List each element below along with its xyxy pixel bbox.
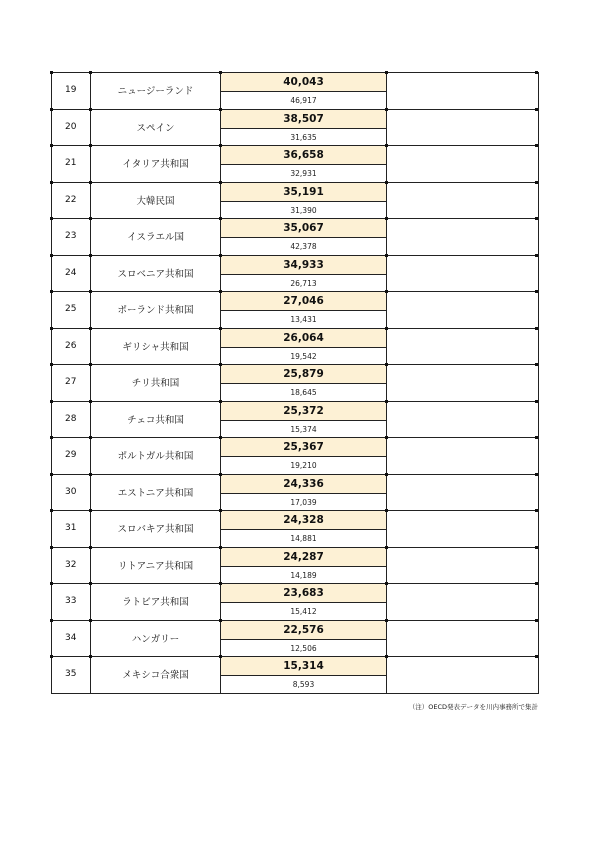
- rank-number: 24: [65, 267, 77, 278]
- grid-dot: [50, 71, 53, 74]
- country-cell: [91, 548, 221, 584]
- rank-number: 21: [65, 158, 77, 168]
- table-row: [52, 510, 538, 547]
- grid-dot: [385, 400, 388, 403]
- value-cell: [221, 329, 387, 365]
- rank-number: 28: [65, 413, 77, 424]
- grid-dot: [219, 181, 222, 184]
- grid-dot: [535, 582, 538, 585]
- grid-dot: [385, 108, 388, 111]
- value-sub-cell: [221, 384, 386, 401]
- rank-cell: [52, 292, 91, 328]
- table-row: [52, 364, 538, 401]
- value-sub-cell: [221, 129, 386, 146]
- rank-number: 29: [65, 450, 77, 460]
- country-name: スロベニア共和国: [117, 268, 194, 280]
- rank-cell: [52, 475, 91, 511]
- empty-cell: [387, 657, 538, 693]
- grid-dot: [219, 400, 222, 403]
- value-sub-cell: [221, 640, 386, 657]
- country-cell: [91, 73, 221, 109]
- grid-dot: [89, 363, 92, 366]
- value-cell: [221, 438, 387, 474]
- value-main-cell: [221, 183, 386, 202]
- ranking-table: [51, 72, 539, 694]
- country-cell: [91, 146, 221, 182]
- grid-dot: [385, 436, 388, 439]
- value-main-cell: [221, 511, 386, 530]
- value-sub: 12,506: [290, 643, 317, 653]
- value-sub-cell: [221, 311, 386, 328]
- country-name: ラトビア共和国: [122, 597, 189, 608]
- value-sub: 15,412: [290, 607, 317, 616]
- grid-dot: [50, 655, 53, 658]
- value-sub-cell: [221, 165, 386, 182]
- grid-dot: [385, 327, 388, 330]
- grid-dot: [385, 363, 388, 366]
- grid-dot: [535, 217, 538, 220]
- rank-number: 19: [65, 85, 77, 95]
- value-cell: [221, 292, 387, 328]
- grid-dot: [89, 71, 92, 74]
- value-sub: 8,593: [292, 680, 315, 689]
- table-row: [52, 401, 538, 438]
- empty-cell: [387, 438, 538, 474]
- grid-dot: [219, 108, 222, 111]
- value-cell: [221, 110, 387, 146]
- value-sub-cell: [221, 457, 386, 474]
- value-main-cell: [221, 329, 386, 348]
- value-main: 24,328: [283, 514, 324, 526]
- grid-dot: [50, 400, 53, 403]
- country-name: エストニア共和国: [117, 487, 194, 499]
- rank-cell: [52, 256, 91, 292]
- value-main-cell: [221, 657, 386, 676]
- rank-number: 26: [65, 340, 77, 351]
- empty-cell: [387, 365, 538, 401]
- value-cell: [221, 365, 387, 401]
- value-main-cell: [221, 73, 386, 92]
- rank-number: 23: [65, 231, 77, 241]
- value-sub-cell: [221, 92, 386, 109]
- country-name: チリ共和国: [131, 378, 180, 389]
- grid-dot: [219, 254, 222, 257]
- grid-dot: [219, 217, 222, 220]
- country-cell: [91, 365, 221, 401]
- value-main-cell: [221, 365, 386, 384]
- value-main: 25,372: [283, 404, 324, 417]
- value-sub: 42,378: [290, 242, 317, 251]
- value-main-cell: [221, 621, 386, 640]
- value-cell: [221, 73, 387, 109]
- value-sub-cell: [221, 603, 386, 620]
- table-row: [52, 328, 538, 365]
- country-name: メキシコ合衆国: [122, 670, 189, 681]
- grid-dot: [50, 144, 53, 147]
- grid-dot: [50, 181, 53, 184]
- value-cell: [221, 548, 387, 584]
- grid-dot: [50, 108, 53, 111]
- value-main: 40,043: [283, 76, 324, 88]
- grid-dot: [89, 290, 92, 293]
- grid-dot: [535, 290, 538, 293]
- empty-cell: [387, 110, 538, 146]
- grid-dot: [89, 144, 92, 147]
- value-sub: 31,390: [290, 205, 317, 215]
- country-name: リトアニア共和国: [117, 560, 194, 572]
- rank-number: 35: [65, 669, 77, 679]
- value-sub: 32,931: [290, 169, 317, 178]
- rank-number: 34: [65, 632, 77, 643]
- value-cell: [221, 511, 387, 547]
- grid-dot: [535, 473, 538, 476]
- value-cell: [221, 256, 387, 292]
- value-sub: 46,917: [290, 96, 317, 105]
- rank-number: 31: [65, 523, 77, 533]
- rank-cell: [52, 329, 91, 365]
- rank-cell: [52, 584, 91, 620]
- grid-dot: [50, 582, 53, 585]
- rank-cell: [52, 146, 91, 182]
- country-name: チェコ共和国: [127, 414, 184, 426]
- country-cell: [91, 438, 221, 474]
- table-row: [52, 218, 538, 255]
- value-sub-cell: [221, 567, 386, 584]
- value-cell: [221, 146, 387, 182]
- rank-number: 27: [65, 377, 77, 387]
- grid-dot: [219, 436, 222, 439]
- grid-dot: [89, 436, 92, 439]
- grid-dot: [219, 582, 222, 585]
- grid-dot: [535, 509, 538, 512]
- table-row: [52, 109, 538, 146]
- value-main: 25,367: [283, 441, 324, 453]
- table-row: [52, 145, 538, 182]
- grid-dot: [535, 363, 538, 366]
- country-cell: [91, 292, 221, 328]
- rank-cell: [52, 657, 91, 693]
- grid-dot: [535, 400, 538, 403]
- value-main-cell: [221, 146, 386, 165]
- value-main: 24,287: [283, 550, 324, 563]
- grid-dot: [89, 546, 92, 549]
- grid-dot: [89, 327, 92, 330]
- country-name: スペイン: [136, 122, 175, 134]
- value-sub-cell: [221, 238, 386, 255]
- value-main-cell: [221, 292, 386, 311]
- country-name: ギリシャ共和国: [122, 341, 189, 353]
- grid-dot: [50, 473, 53, 476]
- grid-dot: [385, 290, 388, 293]
- grid-dot: [89, 619, 92, 622]
- empty-cell: [387, 329, 538, 365]
- grid-dot: [89, 582, 92, 585]
- value-main-cell: [221, 548, 386, 567]
- table-row: [52, 474, 538, 511]
- value-cell: [221, 657, 387, 693]
- value-main-cell: [221, 438, 386, 457]
- value-main: 24,336: [283, 477, 324, 490]
- value-sub-cell: [221, 494, 386, 511]
- empty-cell: [387, 511, 538, 547]
- rank-number: 25: [65, 304, 77, 314]
- empty-cell: [387, 621, 538, 657]
- empty-cell: [387, 73, 538, 109]
- grid-dot: [219, 71, 222, 74]
- grid-dot: [50, 327, 53, 330]
- rank-number: 30: [65, 486, 77, 497]
- value-main: 25,879: [283, 368, 324, 380]
- rank-cell: [52, 621, 91, 657]
- table-row: [52, 291, 538, 328]
- grid-dot: [89, 473, 92, 476]
- grid-dot: [50, 363, 53, 366]
- rank-cell: [52, 365, 91, 401]
- grid-dot: [219, 655, 222, 658]
- grid-dot: [89, 217, 92, 220]
- value-sub-cell: [221, 676, 386, 693]
- grid-dot: [89, 254, 92, 257]
- grid-dot: [385, 181, 388, 184]
- value-main-cell: [221, 584, 386, 603]
- rank-number: 33: [65, 596, 77, 606]
- country-cell: [91, 219, 221, 255]
- empty-cell: [387, 183, 538, 219]
- grid-dot: [50, 290, 53, 293]
- grid-dot: [385, 509, 388, 512]
- country-name: 大韓民国: [136, 195, 175, 207]
- value-cell: [221, 584, 387, 620]
- table-row: [52, 656, 538, 694]
- grid-dot: [535, 619, 538, 622]
- grid-dot: [50, 217, 53, 220]
- grid-dot: [385, 71, 388, 74]
- grid-dot: [535, 181, 538, 184]
- country-name: ポルトガル共和国: [117, 451, 194, 462]
- value-main: 23,683: [283, 587, 324, 599]
- table-row: [52, 583, 538, 620]
- grid-dot: [535, 254, 538, 257]
- table-row: [52, 437, 538, 474]
- grid-dot: [219, 363, 222, 366]
- country-cell: [91, 475, 221, 511]
- grid-dot: [89, 108, 92, 111]
- grid-dot: [89, 509, 92, 512]
- empty-cell: [387, 256, 538, 292]
- source-note: （注）OECD発表データを川内事務所で集計: [408, 703, 538, 711]
- rank-number: 22: [65, 194, 77, 205]
- country-cell: [91, 329, 221, 365]
- country-cell: [91, 511, 221, 547]
- grid-dot: [535, 144, 538, 147]
- value-sub: 13,431: [290, 315, 317, 324]
- grid-dot: [89, 400, 92, 403]
- country-cell: [91, 402, 221, 438]
- grid-dot: [219, 290, 222, 293]
- country-cell: [91, 183, 221, 219]
- country-name: ポーランド共和国: [117, 305, 194, 316]
- country-cell: [91, 110, 221, 146]
- value-main: 36,658: [283, 149, 324, 161]
- value-sub-cell: [221, 348, 386, 365]
- table-row: [52, 182, 538, 219]
- table-row: [52, 620, 538, 657]
- value-sub-cell: [221, 275, 386, 292]
- value-sub: 14,881: [290, 534, 317, 543]
- rank-cell: [52, 548, 91, 584]
- grid-dot: [385, 546, 388, 549]
- rank-cell: [52, 73, 91, 109]
- country-cell: [91, 584, 221, 620]
- value-main-cell: [221, 402, 386, 421]
- country-name: ニュージーランド: [117, 86, 194, 97]
- value-sub: 26,713: [290, 278, 317, 288]
- value-main: 38,507: [283, 112, 324, 125]
- grid-dot: [50, 509, 53, 512]
- empty-cell: [387, 475, 538, 511]
- table-row: [52, 547, 538, 584]
- value-main: 15,314: [283, 660, 324, 672]
- value-sub: 18,645: [290, 388, 317, 397]
- value-sub: 19,542: [290, 351, 317, 361]
- value-sub-cell: [221, 421, 386, 438]
- grid-dot: [535, 108, 538, 111]
- grid-dot: [219, 473, 222, 476]
- value-main: 26,064: [283, 331, 324, 344]
- value-main-cell: [221, 256, 386, 275]
- grid-dot: [219, 619, 222, 622]
- country-cell: [91, 621, 221, 657]
- table-row: [52, 72, 538, 109]
- grid-dot: [385, 473, 388, 476]
- empty-cell: [387, 402, 538, 438]
- value-sub-cell: [221, 530, 386, 547]
- country-cell: [91, 657, 221, 693]
- rank-cell: [52, 110, 91, 146]
- rank-cell: [52, 183, 91, 219]
- empty-cell: [387, 584, 538, 620]
- grid-dot: [535, 546, 538, 549]
- grid-dot: [50, 254, 53, 257]
- country-name: イタリア共和国: [122, 159, 189, 170]
- rank-number: 20: [65, 121, 77, 132]
- empty-cell: [387, 548, 538, 584]
- rank-cell: [52, 402, 91, 438]
- empty-cell: [387, 146, 538, 182]
- value-cell: [221, 183, 387, 219]
- value-main-cell: [221, 219, 386, 238]
- rank-number: 32: [65, 559, 77, 570]
- value-sub: 31,635: [290, 132, 317, 142]
- value-cell: [221, 621, 387, 657]
- grid-dot: [385, 217, 388, 220]
- value-sub: 17,039: [290, 497, 317, 507]
- grid-dot: [219, 546, 222, 549]
- grid-dot: [89, 181, 92, 184]
- value-cell: [221, 219, 387, 255]
- empty-cell: [387, 292, 538, 328]
- country-name: イスラエル国: [127, 232, 184, 243]
- rank-cell: [52, 438, 91, 474]
- grid-dot: [385, 619, 388, 622]
- value-main: 27,046: [283, 295, 324, 307]
- grid-dot: [535, 436, 538, 439]
- value-sub-cell: [221, 202, 386, 219]
- grid-dot: [219, 509, 222, 512]
- country-name: スロバキア共和国: [117, 524, 194, 535]
- grid-dot: [535, 71, 538, 74]
- grid-dot: [219, 144, 222, 147]
- empty-cell: [387, 219, 538, 255]
- grid-dot: [535, 655, 538, 658]
- value-main: 34,933: [283, 258, 324, 271]
- value-sub: 14,189: [290, 570, 317, 580]
- value-sub: 15,374: [290, 424, 317, 434]
- country-name: ハンガリー: [131, 633, 180, 645]
- value-cell: [221, 475, 387, 511]
- grid-dot: [219, 327, 222, 330]
- value-sub: 19,210: [290, 461, 317, 470]
- grid-dot: [50, 546, 53, 549]
- value-main-cell: [221, 110, 386, 129]
- grid-dot: [385, 582, 388, 585]
- country-cell: [91, 256, 221, 292]
- rank-cell: [52, 511, 91, 547]
- grid-dot: [50, 436, 53, 439]
- grid-dot: [89, 655, 92, 658]
- grid-dot: [535, 327, 538, 330]
- grid-dot: [50, 619, 53, 622]
- value-main: 35,067: [283, 222, 324, 234]
- value-main: 22,576: [283, 623, 324, 636]
- grid-dot: [385, 655, 388, 658]
- grid-dot: [385, 144, 388, 147]
- value-main: 35,191: [283, 185, 324, 198]
- grid-dot: [385, 254, 388, 257]
- table-row: [52, 255, 538, 292]
- value-main-cell: [221, 475, 386, 494]
- value-cell: [221, 402, 387, 438]
- rank-cell: [52, 219, 91, 255]
